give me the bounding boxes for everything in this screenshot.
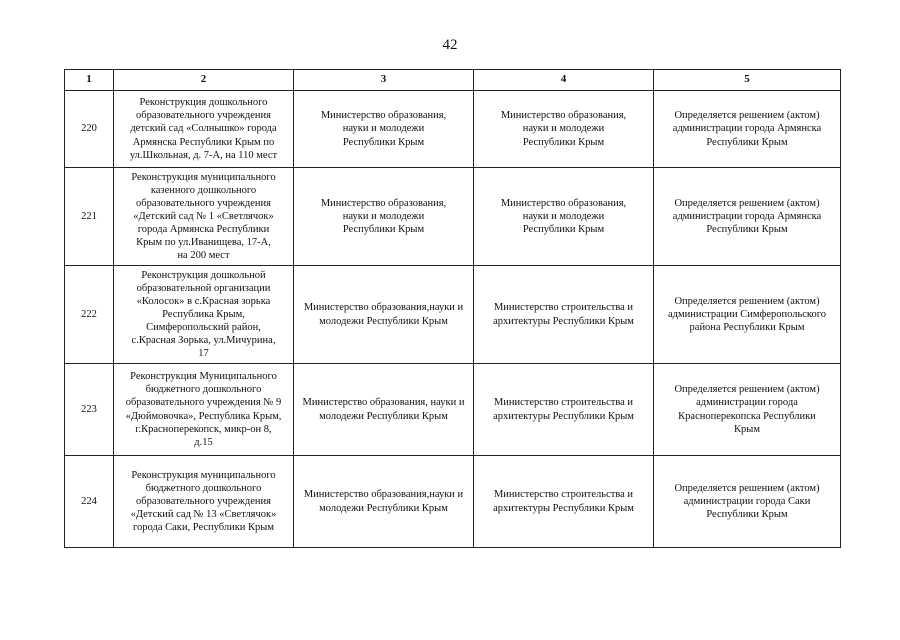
- object-name-cell: Реконструкция дошкольной образовательной организации «Колосок» в с.Красная зорька Республика Крым, Симферопольский район, с.Красная Зорька, ул.Мичурина, 17: [114, 266, 294, 364]
- page-number: 42: [442, 37, 458, 53]
- row-number: 220: [65, 91, 114, 168]
- object-name-cell: Реконструкция дошкольного образовательного учреждения детский сад «Солнышко» города Армянска Республики Крым по ул.Школьная, д. 7-А, на 110 мест: [114, 91, 294, 168]
- developer-cell: Министерство строительства и архитектуры Республики Крым: [474, 456, 654, 548]
- table-row: [65, 456, 841, 548]
- row-number: 222: [65, 266, 114, 364]
- operator-cell: Определяется решением (актом) администрации города Армянска Республики Крым: [654, 91, 841, 168]
- developer-cell: Министерство образования, науки и молодежи Республики Крым: [474, 168, 654, 266]
- operator-cell: Определяется решением (актом) администрации Симферопольского района Республики Крым: [654, 266, 841, 364]
- developer-cell: Министерство строительства и архитектуры Республики Крым: [474, 364, 654, 456]
- customer-cell: Министерство образования, науки и молодежи Республики Крым: [294, 168, 474, 266]
- table-row: [65, 266, 841, 364]
- developer-cell: Министерство образования, науки и молодежи Республики Крым: [474, 91, 654, 168]
- object-name-cell: Реконструкция Муниципального бюджетного дошкольного образовательного учреждения № 9 «Дюймовочка», Республика Крым, г.Красноперекопск, микр-он 8, д.15: [114, 364, 294, 456]
- table-row: [65, 168, 841, 266]
- object-name-cell: Реконструкция муниципального казенного дошкольного образовательного учреждения «Детский сад № 1 «Светлячок» города Армянска Республики Крым по ул.Иванищева, 17-А, на 200 мест: [114, 168, 294, 266]
- table-row: [65, 364, 841, 456]
- row-number: 224: [65, 456, 114, 548]
- customer-cell: Министерство образования, науки и молодежи Республики Крым: [294, 364, 474, 456]
- table-row: [65, 91, 841, 168]
- column-header: 2: [114, 70, 294, 91]
- table-header-row: [65, 70, 841, 91]
- object-name-cell: Реконструкция муниципального бюджетного дошкольного образовательного учреждения «Детский сад № 13 «Светлячок» города Саки, Республики Крым: [114, 456, 294, 548]
- customer-cell: Министерство образования,науки и молодежи Республики Крым: [294, 266, 474, 364]
- customer-cell: Министерство образования, науки и молодежи Республики Крым: [294, 91, 474, 168]
- column-header: 1: [65, 70, 114, 91]
- customer-cell: Министерство образования,науки и молодежи Республики Крым: [294, 456, 474, 548]
- developer-cell: Министерство строительства и архитектуры Республики Крым: [474, 266, 654, 364]
- operator-cell: Определяется решением (актом) администрации города Саки Республики Крым: [654, 456, 841, 548]
- row-number: 221: [65, 168, 114, 266]
- column-header: 3: [294, 70, 474, 91]
- objects-table: [64, 69, 841, 548]
- column-header: 4: [474, 70, 654, 91]
- operator-cell: Определяется решением (актом) администрации города Армянска Республики Крым: [654, 168, 841, 266]
- row-number: 223: [65, 364, 114, 456]
- column-header: 5: [654, 70, 841, 91]
- operator-cell: Определяется решением (актом) администрации города Красноперекопска Республики Крым: [654, 364, 841, 456]
